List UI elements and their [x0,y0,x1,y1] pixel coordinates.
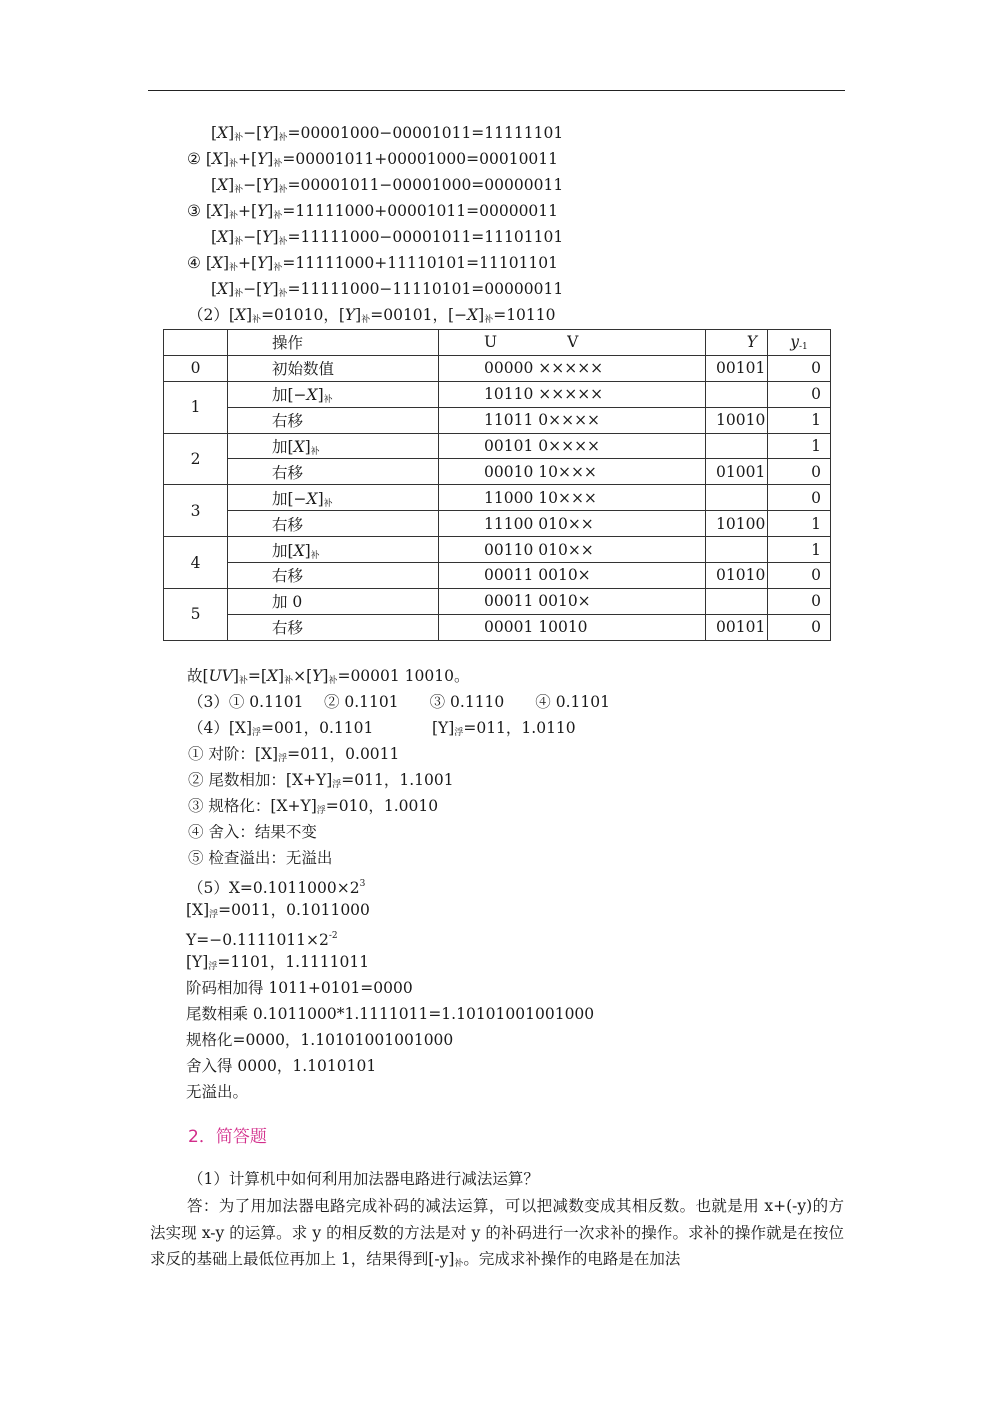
cell-uv: 00011 0010× [439,588,706,614]
sub-bu: 补 [234,237,244,247]
cell-operation: 加 0 [228,588,439,614]
cell-uv: 10110 ××××× [439,381,706,407]
table-row [164,537,831,563]
sub-fu: 浮 [208,962,218,972]
table-row [164,381,831,407]
cell-operation: 右移 [228,563,439,589]
eq-mark: ③ [187,202,201,220]
cell-y [706,537,768,563]
cell-uv: 00110 010×× [439,537,706,563]
step-1-a: ① 对阶：[X] [188,745,279,763]
sub-fu: 浮 [316,806,326,816]
exponent-add: 阶码相加得 1011+0101=0000 [186,979,413,997]
sub-bu: 补 [229,263,239,273]
q4-line [188,718,373,743]
table-row [164,485,831,511]
sub-bu: 补 [229,211,239,221]
eq-mark: ② [187,150,201,168]
cell-y-minus-1: 0 [768,563,831,589]
cell-y-minus-1: 0 [768,459,831,485]
step-2-a: ② 尾数相加：[X+Y] [188,771,333,789]
sub-bu: 补 [454,1259,464,1269]
item-number: （2） [188,306,229,324]
sub-bu: 补 [234,289,244,299]
sub-fu: 浮 [332,780,342,790]
result-line: 故$[UV]_补=[X]_补\times[Y]_补=00001$ 10010。 [187,667,470,686]
table-body [164,355,831,640]
cell-step: 0 [164,355,228,381]
cell-operation: 右移 [228,511,439,537]
cell-step: 1 [164,381,228,433]
q4-x-value: =001，0.1101 [261,719,374,737]
cell-y [706,485,768,511]
sub-bu: 补 [278,289,288,299]
cell-y-minus-1: 0 [768,381,831,407]
sub-bu: 补 [234,185,244,195]
y-exponent: -2 [328,931,338,941]
cell-y-minus-1: 1 [768,537,831,563]
cell-operation: 右移 [228,459,439,485]
cell-y [706,588,768,614]
header-y-1 [768,330,831,356]
eq-line-5: $[X]_补-[Y]_补=11111000-00001011=11101101$ [211,228,564,247]
sub-fu: 浮 [209,910,219,920]
eq-line-5-rhs: =11111000−00001011=11101101 [287,228,564,246]
cell-y-minus-1: 0 [768,485,831,511]
neg-x-value: =10110 [493,306,556,324]
mantissa-multiply: 尾数相乘 0.1011000*1.1111011=1.10101001001000 [186,1005,595,1023]
q3-line: （3）① 0.1101 ② 0.1101 ③ 0.1110 ④ 0.1101 [188,693,610,711]
q5-text: （5）X=0.1011000×2 [188,879,360,897]
question-text: （1）计算机中如何利用加法器电路进行减法运算？ [188,1170,539,1188]
cell-step: 5 [164,588,228,640]
q5-line [188,874,365,898]
header-v: V [567,333,579,352]
step-3-b: =010，1.0010 [325,797,439,815]
booth-multiplication-table [163,329,831,641]
cell-uv: 00001 10010 [439,614,706,640]
eq-line-8: $(2)[X]_补=01010$，$[Y]_补=00101$，$[-X]_补=10110$ [188,306,556,325]
eq-line-1: $[X]_补-[Y]_补=00001000-00001011=11111101$ [211,124,564,143]
step-5: ⑤ 检查溢出：无溢出 [188,849,333,867]
x-value: =01010， [261,306,339,324]
y-value: =00101， [370,306,449,324]
eq-line-6: ④ $[X]_补+[Y]_补=11111000+11110101=11101101$ [187,254,559,273]
sub-bu: 补 [278,185,288,195]
sub-bu: 补 [273,159,283,169]
y-float [186,952,369,977]
step-3-a: ③ 规格化：[X+Y] [188,797,317,815]
q5-exponent: 3 [359,879,366,889]
no-overflow: 无溢出。 [186,1083,249,1101]
y-text: Y=−0.1111011×2 [186,931,329,949]
answer-text-a: 答：为了用加法器电路完成补码的减法运算，可以把减数变成其相反数。也就是用 x+(-y)的方法实现 x-y 的运算。求 y 的相反数的方法是对 y 的补码进行一次求补的操作。求补的操作就是在按位求反的基础上最低位再加上 1，结果得到[-y] [150,1197,844,1268]
q4-line-y [432,718,576,743]
cell-operation: 初始数值 [228,355,439,381]
step-2 [188,770,454,795]
cell-uv: 00011 0010× [439,563,706,589]
step-1 [188,744,399,769]
cell-operation: 右移 [228,407,439,433]
q4-y-value: =011，1.0110 [463,719,576,737]
x-float [186,900,370,925]
cell-y-minus-1: 0 [768,588,831,614]
cell-y: 10010 [706,407,768,433]
table-row [164,563,831,589]
eq-line-3: $[X]_补-[Y]_补=00001011-00001000=00000011$ [211,176,564,195]
step-3 [188,796,438,821]
sub-fu: 浮 [252,728,262,738]
header-y-text: Y [746,333,757,352]
eq-line-6-rhs: =11111000+11110101=11101101 [282,254,559,272]
cell-uv: 00101 0×××× [439,433,706,459]
gu-text: 故 [187,667,203,685]
header-y1-text: y [790,332,799,351]
q4-x: （4）[X] [188,719,252,737]
cell-y [706,433,768,459]
table-row [164,614,831,640]
cell-operation: 右移 [228,614,439,640]
header-uv [439,330,706,356]
cell-y: 00101 [706,355,768,381]
table-row [164,459,831,485]
table-row [164,588,831,614]
sub-bu: 补 [229,159,239,169]
step-1-b: =011，0.0011 [287,745,400,763]
cell-step: 2 [164,433,228,485]
cell-uv: 00000 ××××× [439,355,706,381]
sub-bu: 补 [284,676,294,686]
table-row [164,433,831,459]
step-4: ④ 舍入：结果不变 [188,823,317,841]
cell-y: 01001 [706,459,768,485]
sub-bu: 补 [278,133,288,143]
cell-y: 01010 [706,563,768,589]
y-float-a: [Y] [186,953,209,971]
cell-y-minus-1: 0 [768,614,831,640]
eq-line-3-rhs: =00001011−00001000=00000011 [287,176,564,194]
normalize: 规格化=0000，1.10101001001000 [186,1031,454,1049]
answer-text-b: 。完成求补操作的电路是在加法 [463,1250,681,1268]
header-y1-sub: -1 [798,341,808,352]
sub-fu: 浮 [454,728,464,738]
cell-y: 10100 [706,511,768,537]
cell-y: 00101 [706,614,768,640]
table-row [164,407,831,433]
eq-line-2: ② $[X]_补+[Y]_补=00001011+00001000=00010011$ [187,150,559,169]
section-title: 2．简答题 [188,1127,267,1147]
table-header-row [164,330,831,356]
header-step [164,330,228,356]
table-row [164,355,831,381]
eq-line-1-rhs: =00001000−00001011=11111101 [287,124,564,142]
q4-y: [Y] [432,719,455,737]
header-rule [148,90,845,91]
answer-paragraph [150,1193,844,1278]
cell-uv: 11011 0×××× [439,407,706,433]
cell-y-minus-1: 0 [768,355,831,381]
sub-bu: 补 [361,315,371,325]
cell-uv: 11000 10××× [439,485,706,511]
eq-line-4-rhs: =11111000+00001011=00000011 [282,202,559,220]
header-y [706,330,768,356]
header-u: U [484,333,498,352]
eq-line-7-rhs: =11111000−11110101=00000011 [287,280,564,298]
eq-line-2-rhs: =00001011+00001000=00010011 [282,150,559,168]
cell-uv: 00010 10××× [439,459,706,485]
cell-operation: 加$[X]_补$ [228,537,439,563]
cell-operation: 加$[-X]_补$ [228,381,439,407]
sub-bu: 补 [273,263,283,273]
sub-bu: 补 [234,133,244,143]
sub-bu: 补 [484,315,494,325]
x-float-a: [X] [186,901,210,919]
sub-bu: 补 [238,676,248,686]
cell-y [706,381,768,407]
rounding: 舍入得 0000，1.1010101 [186,1057,377,1075]
sub-bu: 补 [328,676,338,686]
cell-step: 4 [164,537,228,589]
cell-operation: 加$[-X]_补$ [228,485,439,511]
cell-y-minus-1: 1 [768,511,831,537]
sub-fu: 浮 [278,754,288,764]
sub-bu: 补 [252,315,262,325]
header-op: 操作 [228,330,439,356]
cell-y-minus-1: 1 [768,407,831,433]
eq-line-4: ③ $[X]_补+[Y]_补=11111000+00001011=00000011$ [187,202,559,221]
sub-bu: 补 [278,237,288,247]
result-value: =00001 10010。 [337,667,470,685]
eq-mark: ④ [187,254,201,272]
step-2-b: =011，1.1001 [341,771,454,789]
cell-step: 3 [164,485,228,537]
sub-bu: 补 [273,211,283,221]
cell-operation: 加$[X]_补$ [228,433,439,459]
eq-line-7: $[X]_补-[Y]_补=11111000-11110101=00000011$ [211,280,564,299]
cell-y-minus-1: 1 [768,433,831,459]
y-float-b: =1101，1.1111011 [217,953,370,971]
y-line [186,926,338,950]
x-float-b: =0011，0.1011000 [218,901,370,919]
cell-uv: 11100 010×× [439,511,706,537]
table-row [164,511,831,537]
